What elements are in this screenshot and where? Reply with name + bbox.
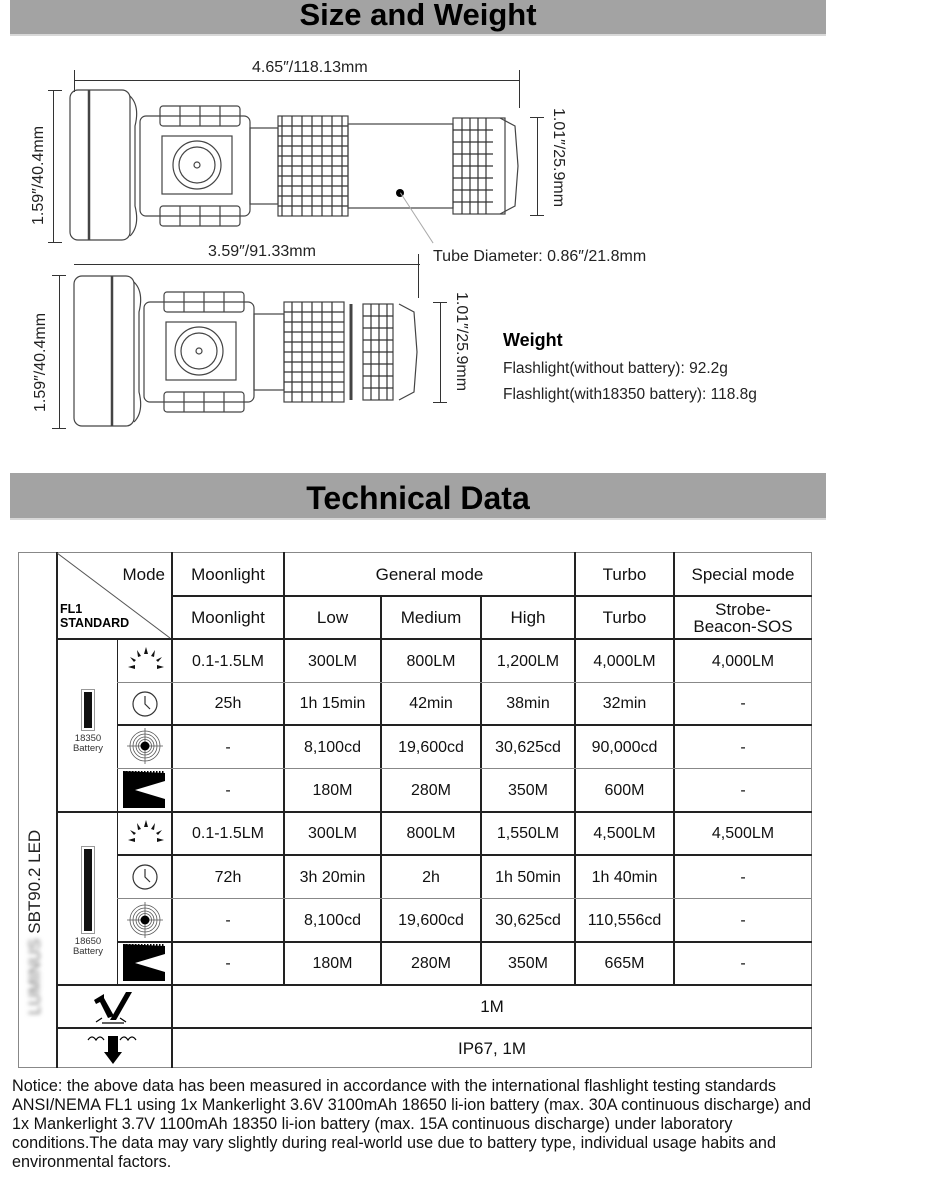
intensity-target-icon bbox=[126, 727, 164, 765]
corner-fl1-line1: FL1 bbox=[60, 602, 83, 616]
dimension-line bbox=[53, 90, 54, 242]
tube-diameter-label: Tube Diameter: 0.86″/21.8mm bbox=[433, 248, 647, 265]
brightness-icon bbox=[126, 818, 166, 848]
table-cell: - bbox=[740, 955, 746, 972]
battery-18350-icon bbox=[81, 689, 95, 731]
table-cell: 300LM bbox=[308, 825, 357, 842]
table-cell: - bbox=[740, 781, 746, 799]
technical-data-banner: Technical Data bbox=[10, 473, 826, 520]
table-cell: 25h bbox=[214, 695, 242, 712]
table-cell: - bbox=[740, 868, 746, 886]
flashlight-long-icon bbox=[60, 86, 530, 246]
length-label-short: 3.59″/91.33mm bbox=[208, 243, 316, 260]
table-cell: 1,550LM bbox=[496, 825, 560, 842]
battery-18350-cell bbox=[57, 640, 117, 811]
table-cell: 1h 40min bbox=[591, 868, 658, 886]
table-cell: 800LM bbox=[406, 652, 456, 670]
table-cell: 180M bbox=[312, 955, 353, 972]
table-cell: 4,000LM bbox=[593, 652, 656, 670]
runtime-clock-icon bbox=[131, 863, 159, 891]
battery-label-l1: 18350 bbox=[74, 733, 102, 744]
dimension-tick bbox=[52, 428, 66, 429]
head-diameter-label-top: 1.59″/40.4mm bbox=[30, 125, 47, 225]
battery-18650-icon bbox=[81, 846, 95, 934]
dimension-line bbox=[537, 117, 538, 215]
table-cell: 8,100cd bbox=[304, 911, 361, 929]
table-cell: 32min bbox=[602, 695, 647, 712]
corner-fl1-line2: STANDARD bbox=[60, 616, 130, 630]
table-cell: 30,625cd bbox=[495, 738, 561, 756]
table-cell: 1h 15min bbox=[299, 695, 366, 712]
table-cell: 1h 50min bbox=[495, 868, 561, 886]
mode-header-special bbox=[675, 597, 811, 638]
table-cell: - bbox=[740, 695, 746, 712]
dimension-line bbox=[59, 275, 60, 428]
corner-mode-label: Mode bbox=[122, 564, 165, 584]
battery-18350-label bbox=[57, 734, 119, 754]
weight-without-battery: Flashlight(without battery): 92.2g bbox=[503, 360, 728, 377]
table-cell: 280M bbox=[410, 955, 452, 972]
battery-18650-label bbox=[57, 937, 119, 957]
table-cell: 4,000LM bbox=[711, 652, 775, 670]
table-cell: 19,600cd bbox=[398, 738, 464, 756]
table-cell: 800LM bbox=[406, 825, 456, 842]
table-cell: - bbox=[225, 781, 231, 799]
weight-title: Weight bbox=[503, 330, 563, 350]
table-cell: 19,600cd bbox=[398, 911, 464, 929]
table-cell: - bbox=[225, 911, 231, 929]
table-cell: 0.1-1.5LM bbox=[191, 652, 265, 670]
mode-header-moonlight: Moonlight bbox=[191, 608, 265, 627]
table-cell: 42min bbox=[409, 695, 453, 712]
tail-diameter-label-bottom: 1.01″/25.9mm bbox=[453, 292, 470, 392]
dimension-line bbox=[74, 264, 420, 265]
table-cell: 38min bbox=[506, 695, 550, 712]
mode-header-turbo: Turbo bbox=[602, 608, 647, 627]
intensity-target-icon bbox=[126, 901, 164, 939]
length-label-long: 4.65″/118.13mm bbox=[252, 59, 368, 76]
table-cell: 90,000cd bbox=[591, 738, 658, 756]
impact-resistance-icon bbox=[90, 990, 138, 1026]
waterproof-icon bbox=[86, 1032, 142, 1066]
tail-diameter-label-top: 1.01″/25.9mm bbox=[550, 108, 567, 208]
table-cell: 350M bbox=[507, 781, 549, 799]
led-brand-blurred: LUMINUS bbox=[25, 938, 44, 1015]
beam-distance-icon bbox=[123, 771, 167, 809]
dimension-line bbox=[440, 302, 441, 402]
table-cell: - bbox=[225, 955, 231, 972]
group-header-special: Special mode bbox=[691, 564, 795, 584]
table-cell: 280M bbox=[410, 781, 452, 799]
head-diameter-label-bottom: 1.59″/40.4mm bbox=[32, 312, 49, 412]
battery-label-l2: Battery bbox=[72, 946, 104, 957]
table-cell: 30,625cd bbox=[495, 911, 561, 929]
table-cell: 8,100cd bbox=[304, 738, 361, 756]
table-cell: 2h bbox=[422, 868, 440, 886]
special-l2: Beacon-SOS bbox=[693, 616, 793, 636]
waterproof-value: IP67, 1M bbox=[457, 1038, 527, 1058]
runtime-clock-icon bbox=[131, 690, 159, 718]
table-cell: 665M bbox=[604, 955, 645, 972]
special-l1: Strobe- bbox=[715, 599, 771, 619]
table-cell: 4,500LM bbox=[711, 825, 775, 842]
group-header-general: General mode bbox=[375, 564, 484, 584]
corner-fl1-label bbox=[60, 602, 129, 630]
table-cell: 300LM bbox=[308, 652, 357, 670]
table-cell: 110,556cd bbox=[587, 911, 662, 929]
brightness-icon bbox=[126, 645, 166, 675]
battery-label-l1: 18650 bbox=[74, 936, 102, 947]
flashlight-short-icon bbox=[66, 272, 436, 432]
table-cell: - bbox=[225, 738, 231, 756]
table-cell: - bbox=[740, 911, 746, 929]
led-model: SBT90.2 LED bbox=[25, 829, 44, 934]
table-cell: - bbox=[740, 738, 746, 756]
led-side-label bbox=[25, 830, 45, 1015]
table-cell: 4,500LM bbox=[593, 825, 656, 842]
table-cell: 600M bbox=[604, 781, 645, 799]
battery-18650-cell bbox=[57, 813, 117, 984]
group-header-turbo: Turbo bbox=[602, 564, 647, 584]
table-cell: 350M bbox=[507, 955, 549, 972]
battery-label-l2: Battery bbox=[72, 743, 104, 754]
table-cell: 180M bbox=[312, 781, 353, 799]
size-weight-banner: Size and Weight bbox=[10, 0, 826, 36]
table-cell: 3h 20min bbox=[299, 868, 366, 886]
table-cell: 0.1-1.5LM bbox=[191, 825, 265, 842]
table-cell: 72h bbox=[214, 868, 242, 886]
dimension-tick bbox=[530, 117, 544, 118]
mode-header-high: High bbox=[510, 608, 546, 627]
weight-with-battery: Flashlight(with18350 battery): 118.8g bbox=[503, 386, 757, 403]
impact-resistance-value: 1M bbox=[480, 997, 504, 1016]
mode-header-low: Low bbox=[316, 608, 349, 627]
dimension-tick bbox=[530, 215, 544, 216]
group-header-moonlight: Moonlight bbox=[191, 564, 265, 584]
dimension-line bbox=[74, 80, 520, 81]
mode-header-medium: Medium bbox=[400, 608, 462, 627]
notice-text: Notice: the above data has been measured in accordance with the international flashlight testing standards ANSI/NEMA FL1 using 1x Mankerlight 3.6V 3100mAh 18650 li-ion battery (max. 30A continuous discharge) and 1x Mankerlight 3.7V 1100mAh 18350 li-ion battery (max. 15A continuous discharge) under laboratory conditions.The data may vary slightly during real-world use due to battery type, individual usage habits and environmental factors. bbox=[12, 1077, 812, 1171]
beam-distance-icon bbox=[123, 944, 167, 982]
dimension-tick bbox=[52, 275, 66, 276]
table-cell: 1,200LM bbox=[496, 652, 560, 670]
